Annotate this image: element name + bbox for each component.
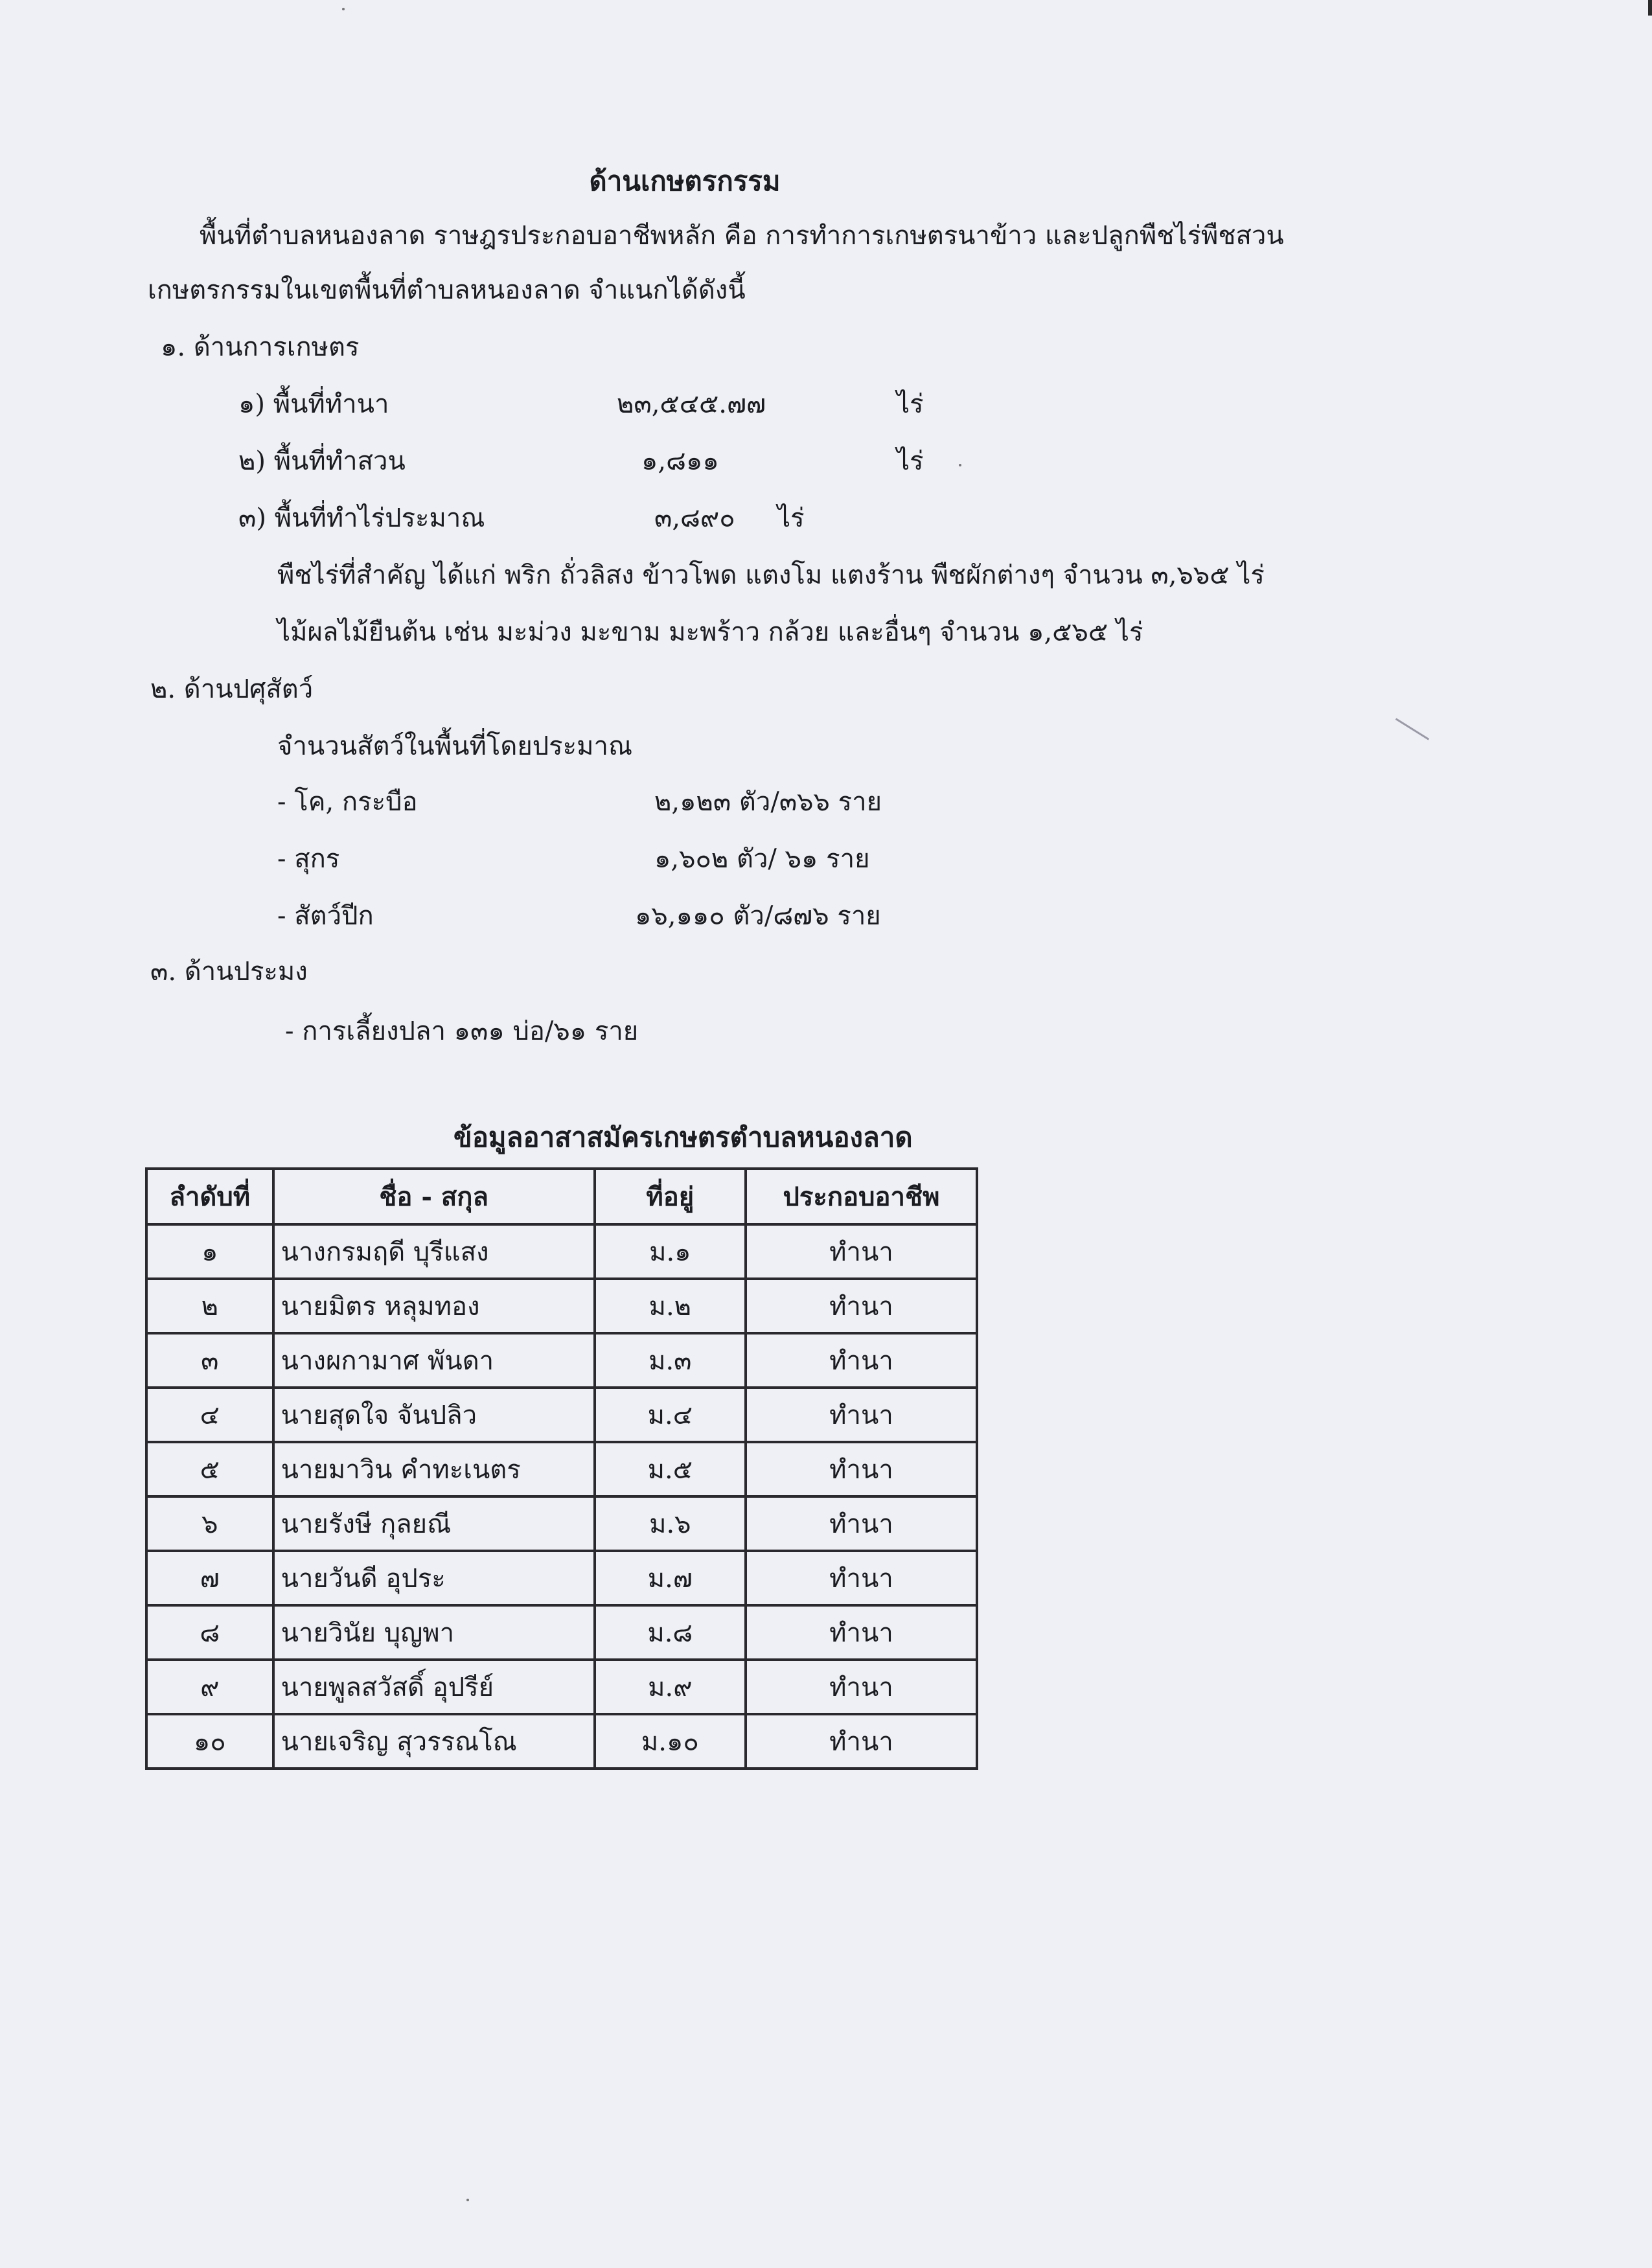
cell-name: นางกรมฤดี บุรีแสง: [273, 1224, 595, 1279]
fishery-header: ๓. ด้านประมง: [150, 957, 308, 987]
livestock-item-label: - สุกร: [277, 844, 340, 874]
volunteer-table: [145, 1167, 978, 1770]
cell-job: ทำนา: [746, 1551, 977, 1605]
column-header-address: ที่อยู่: [595, 1169, 746, 1224]
intro-line-1: พื้นที่ตำบลหนองลาด ราษฎรประกอบอาชีพหลัก คือ การทำการเกษตรนาข้าว และปลูกพืชไร่พืชสวน: [200, 221, 1284, 251]
cell-name: นายมาวิน คำทะเนตร: [273, 1442, 595, 1496]
cell-name: นางผกามาศ พันดา: [273, 1333, 595, 1388]
agri-item-unit: ไร่: [897, 446, 924, 476]
table-header-row: [146, 1169, 977, 1224]
scan-speck: [959, 464, 961, 466]
agri-header: ๑. ด้านการเกษตร: [161, 332, 360, 362]
livestock-item-label: - สัตว์ปีก: [277, 901, 374, 931]
cell-job: ทำนา: [746, 1605, 977, 1660]
cell-no: ๑: [146, 1224, 273, 1279]
table-row: [146, 1605, 977, 1660]
agri-item-label: ๓) พื้นที่ทำไร่ประมาณ: [238, 503, 485, 533]
cell-address: ม.๓: [595, 1333, 746, 1388]
agri-item-value: ๓,๘๙๐: [654, 503, 735, 533]
cell-name: นายพูลสวัสดิ์ อุปรีย์: [273, 1660, 595, 1714]
cell-address: ม.๙: [595, 1660, 746, 1714]
table-row: [146, 1279, 977, 1333]
cell-name: นายเจริญ สุวรรณโณ: [273, 1714, 595, 1769]
table-row: [146, 1224, 977, 1279]
table-row: [146, 1496, 977, 1551]
cell-no: ๕: [146, 1442, 273, 1496]
table-row: [146, 1442, 977, 1496]
cell-no: ๘: [146, 1605, 273, 1660]
livestock-subheader: จำนวนสัตว์ในพื้นที่โดยประมาณ: [277, 731, 633, 761]
agri-item-value: ๒๓,๕๔๕.๗๗: [617, 389, 766, 419]
scan-mark: [1395, 718, 1429, 740]
cell-name: นายสุดใจ จันปลิว: [273, 1388, 595, 1442]
column-header-job: ประกอบอาชีพ: [746, 1169, 977, 1224]
table-row: [146, 1551, 977, 1605]
table-row: [146, 1388, 977, 1442]
agri-item-value: ๑,๘๑๑: [641, 446, 719, 476]
scan-speck: [466, 2199, 469, 2201]
table-row: [146, 1714, 977, 1769]
cell-job: ทำนา: [746, 1442, 977, 1496]
table-row: [146, 1333, 977, 1388]
cell-address: ม.๑: [595, 1224, 746, 1279]
cell-job: ทำนา: [746, 1224, 977, 1279]
livestock-item-label: - โค, กระบือ: [277, 787, 418, 817]
cell-address: ม.๕: [595, 1442, 746, 1496]
cell-address: ม.๖: [595, 1496, 746, 1551]
cell-name: นายวันดี อุประ: [273, 1551, 595, 1605]
table-row: [146, 1660, 977, 1714]
livestock-item-value: ๑๖,๑๑๐ ตัว/๘๗๖ ราย: [635, 901, 881, 931]
cell-no: ๒: [146, 1279, 273, 1333]
cell-job: ทำนา: [746, 1496, 977, 1551]
agri-item-label: ๒) พื้นที่ทำสวน: [238, 446, 406, 476]
volunteer-table-title: ข้อมูลอาสาสมัครเกษตรตำบลหนองลาด: [453, 1121, 913, 1153]
cell-job: ทำนา: [746, 1714, 977, 1769]
cell-job: ทำนา: [746, 1333, 977, 1388]
cell-no: ๙: [146, 1660, 273, 1714]
cell-job: ทำนา: [746, 1279, 977, 1333]
livestock-item-value: ๒,๑๒๓ ตัว/๓๖๖ ราย: [654, 787, 882, 817]
scan-speck: [342, 8, 345, 10]
cell-no: ๑๐: [146, 1714, 273, 1769]
livestock-item-value: ๑,๖๐๒ ตัว/ ๖๑ ราย: [654, 844, 870, 874]
cell-name: นายรังษี กุลยณี: [273, 1496, 595, 1551]
cell-name: นายวินัย บุญพา: [273, 1605, 595, 1660]
agri-item-unit: ไร่: [897, 389, 924, 419]
fruit-trees-line: ไม้ผลไม้ยืนต้น เช่น มะม่วง มะขาม มะพร้าว กล้วย และอื่นๆ จำนวน ๑,๕๖๕ ไร่: [277, 617, 1143, 647]
field-crops-line: พืชไร่ที่สำคัญ ได้แก่ พริก ถั่วลิสง ข้าวโพด แตงโม แตงร้าน พืชผักต่างๆ จำนวน ๓,๖๖๕ ไร่: [277, 560, 1265, 590]
cell-address: ม.๗: [595, 1551, 746, 1605]
column-header-no: ลำดับที่: [146, 1169, 273, 1224]
page-heading: ด้านเกษตรกรรม: [589, 165, 781, 197]
livestock-header: ๒. ด้านปศุสัตว์: [150, 674, 314, 704]
cell-job: ทำนา: [746, 1388, 977, 1442]
fishery-item: - การเลี้ยงปลา ๑๓๑ บ่อ/๖๑ ราย: [285, 1016, 639, 1046]
cell-no: ๓: [146, 1333, 273, 1388]
cell-no: ๖: [146, 1496, 273, 1551]
cell-name: นายมิตร หลุมทอง: [273, 1279, 595, 1333]
cell-no: ๔: [146, 1388, 273, 1442]
agri-item-unit: ไร่: [777, 503, 805, 533]
agri-item-label: ๑) พื้นที่ทำนา: [238, 389, 389, 419]
scan-edge-shadow: [1648, 0, 1652, 16]
cell-no: ๗: [146, 1551, 273, 1605]
cell-address: ม.๒: [595, 1279, 746, 1333]
cell-job: ทำนา: [746, 1660, 977, 1714]
cell-address: ม.๑๐: [595, 1714, 746, 1769]
cell-address: ม.๘: [595, 1605, 746, 1660]
intro-line-2: เกษตรกรรมในเขตพื้นที่ตำบลหนองลาด จำแนกได้ดังนี้: [148, 275, 746, 305]
column-header-name: ชื่อ - สกุล: [273, 1169, 595, 1224]
cell-address: ม.๔: [595, 1388, 746, 1442]
